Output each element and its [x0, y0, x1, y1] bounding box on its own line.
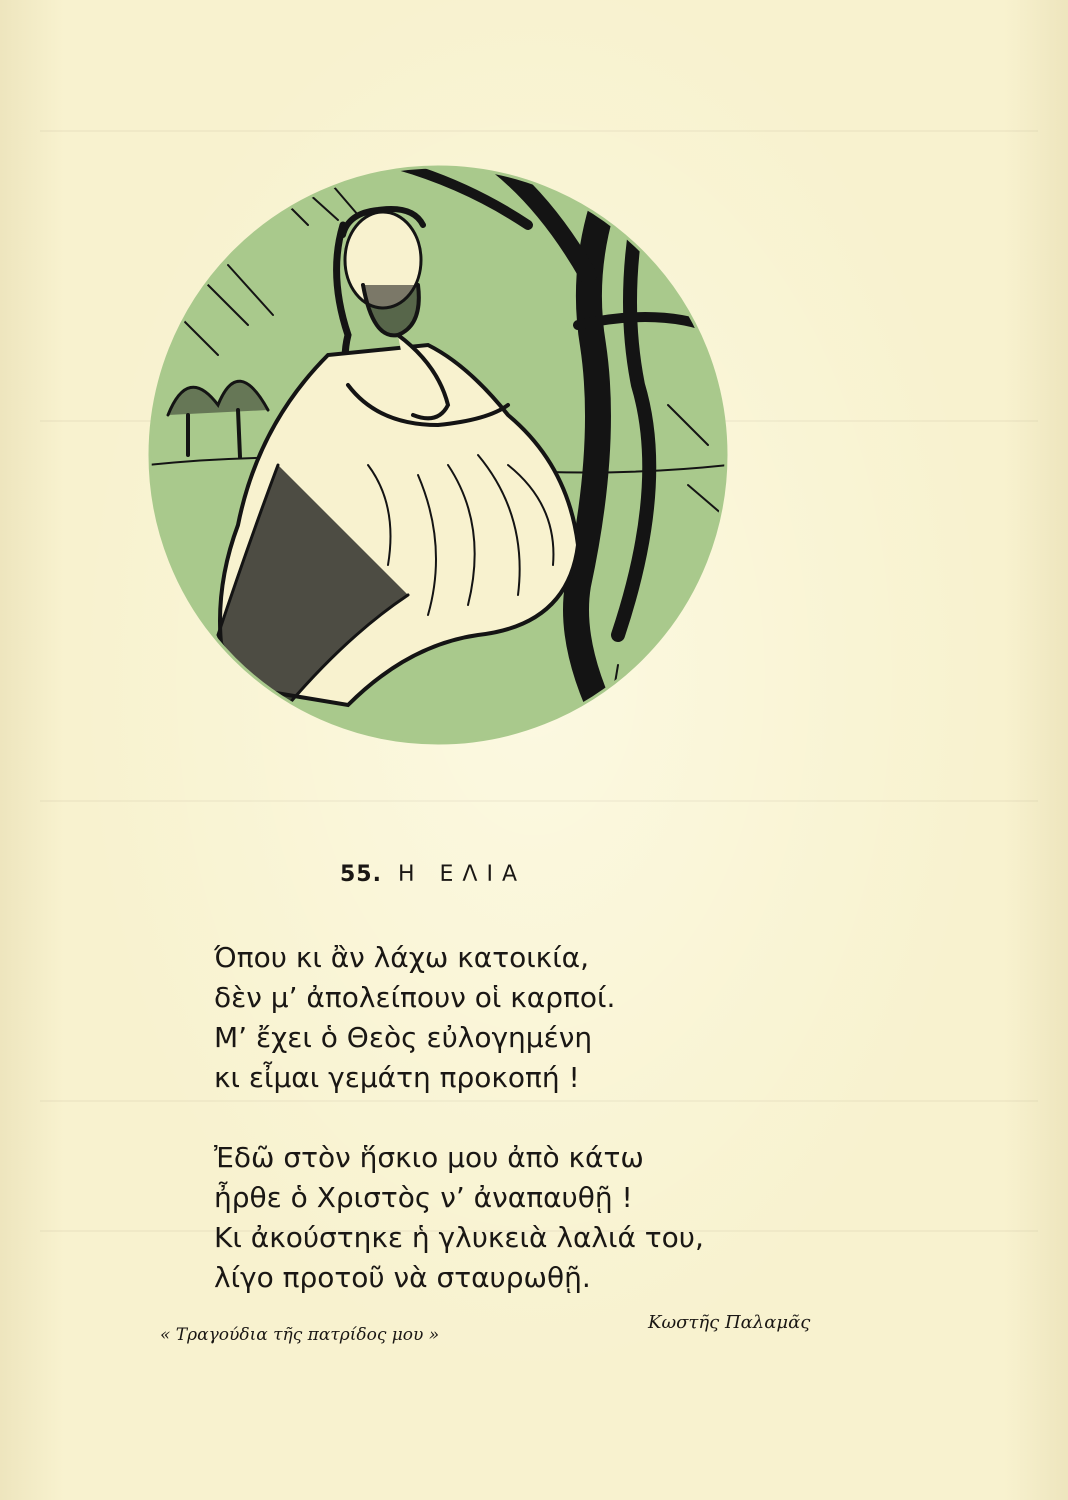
- illustration-christ-olive-tree: [148, 165, 728, 745]
- poem-line: κι εἶμαι γεμάτη προκοπή !: [214, 1061, 580, 1094]
- bleed-through-line: [40, 800, 1038, 802]
- poem-title: Η ΕΛΙΑ: [397, 862, 527, 887]
- bleed-through-line: [40, 130, 1038, 132]
- poem-stanza: [214, 938, 834, 1098]
- poem-line: Κι ἀκούστηκε ἡ γλυκειὰ λαλιά του,: [214, 1221, 704, 1254]
- poem-line: Μ’ ἔχει ὁ Θεὸς εὐλογημένη: [214, 1021, 593, 1054]
- source-citation: « Τραγούδια τῆς πατρίδος μου »: [160, 1325, 440, 1345]
- poem-line: ἦρθε ὁ Χριστὸς ν’ ἀναπαυθῇ !: [214, 1181, 633, 1214]
- christ-under-olive-tree-icon: [148, 165, 728, 745]
- poem-line: δὲν μ’ ἀπολείπουν οἱ καρποί.: [214, 981, 616, 1014]
- poem-line: Όπου κι ἂν λάχω κατοικία,: [214, 941, 590, 974]
- bleed-through-line: [40, 1100, 1038, 1102]
- poem-line: Ἐδῶ στὸν ἥσκιο μου ἀπὸ κάτω: [214, 1141, 644, 1174]
- poem-stanza: [214, 1138, 834, 1298]
- poem-heading: [340, 862, 740, 902]
- poem-line: λίγο προτοῦ νὰ σταυρωθῇ.: [214, 1261, 591, 1294]
- author-name: Κωστῆς Παλαμᾶς: [648, 1312, 811, 1333]
- poem-number: 55.: [340, 862, 382, 887]
